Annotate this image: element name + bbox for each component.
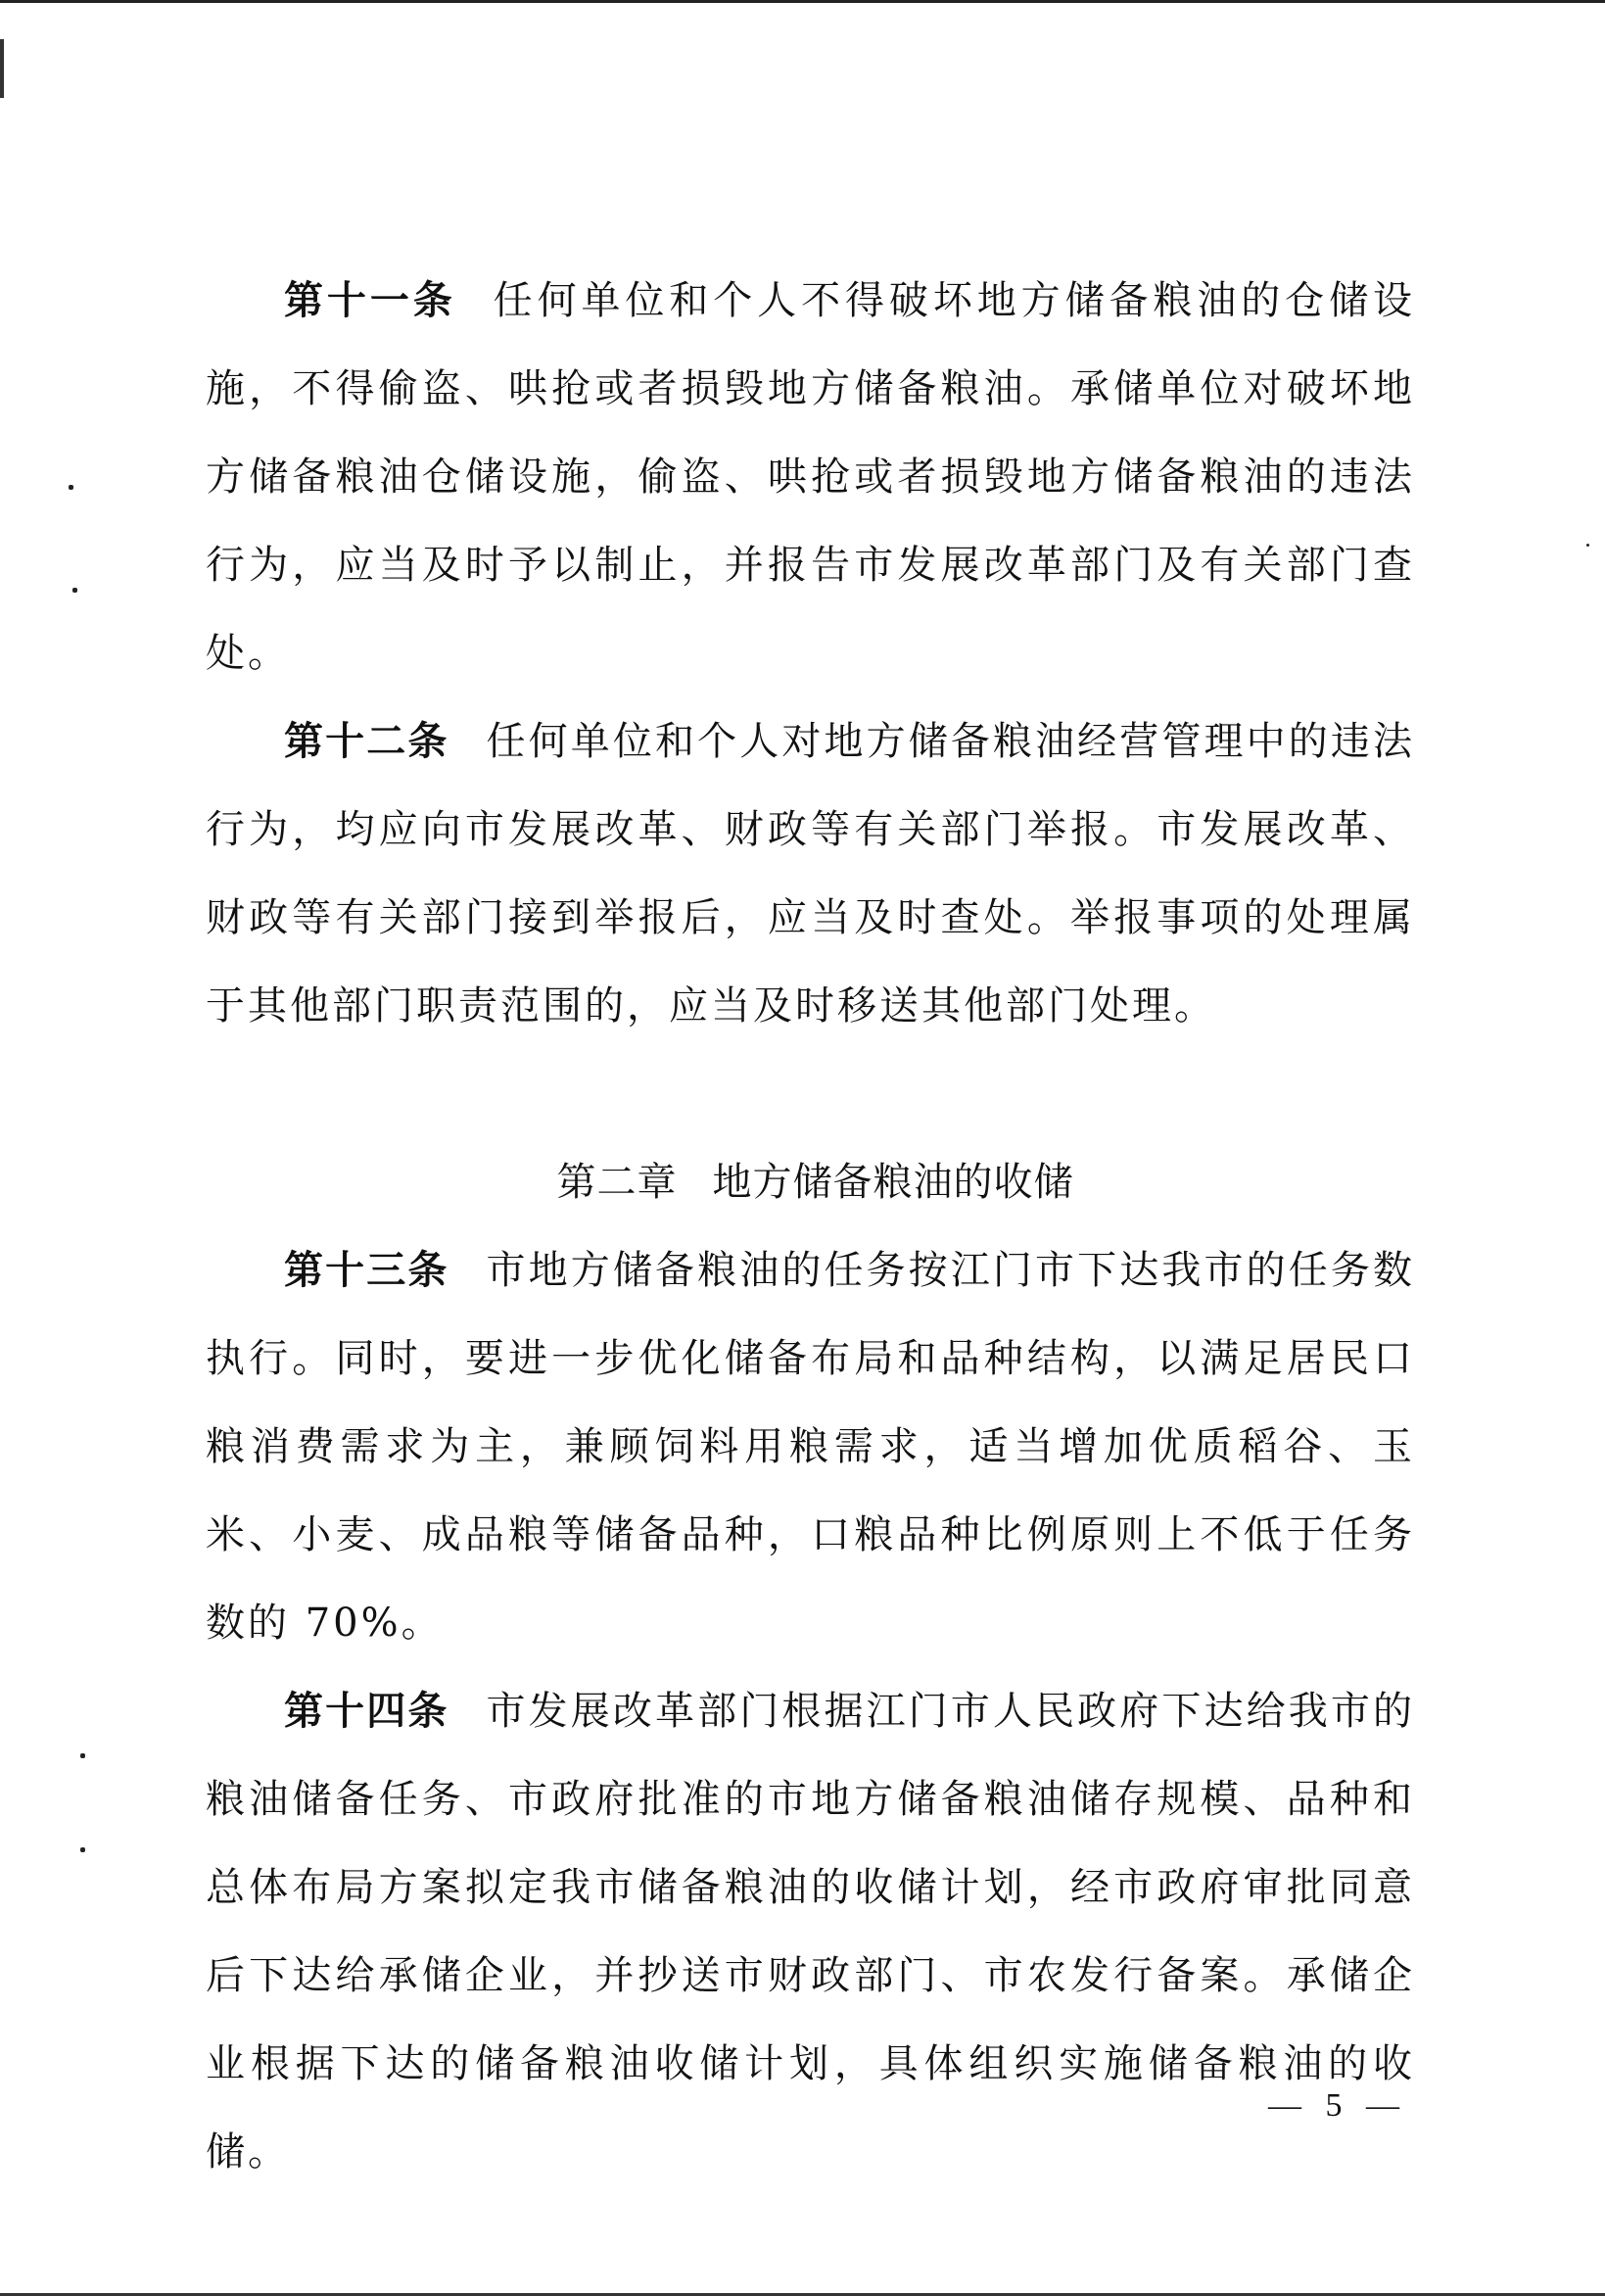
scan-dot (1586, 544, 1589, 547)
article-12-label: 第十二条 (284, 719, 449, 764)
document-body (206, 257, 1415, 2196)
article-13-label: 第十三条 (284, 1248, 449, 1293)
chapter-number: 第二章 (556, 1160, 678, 1205)
chapter-title: 地方储备粮油的收储 (712, 1160, 1074, 1205)
article-11-label: 第十一条 (284, 278, 456, 323)
article-13-text: 市地方储备粮油的任务按江门市下达我市的任务数执行。同时，要进一步优化储备布局和品种结构，以满足居民口粮消费需求为主，兼顾饲料用粮需求，适当增加优质稻谷、玉米、小麦、成品粮等储备品种，口粮品种比例原则上不低于任务数的 70%。 (206, 1248, 1416, 1646)
scan-dot (80, 1847, 85, 1852)
page-number: — 5 — (1268, 2087, 1407, 2124)
chapter-heading (206, 1138, 1415, 1226)
article-12 (206, 697, 1415, 1050)
article-14-text: 市发展改革部门根据江门市人民政府下达给我市的粮油储备任务、市政府批准的市地方储备粮油储存规模、品种和总体布局方案拟定我市储备粮油的收储计划，经市政府审批同意后下达给承储企业，并抄送市财政部门、市农发行备案。承储企业根据下达的储备粮油收储计划，具体组织实施储备粮油的收储。 (206, 1689, 1416, 2175)
scan-dot (69, 485, 73, 490)
scan-left-mark (0, 39, 4, 98)
article-14-label: 第十四条 (284, 1689, 449, 1734)
scan-dot (72, 588, 77, 593)
article-13 (206, 1226, 1415, 1667)
scan-dot (80, 1753, 85, 1758)
scan-top-edge (0, 0, 1605, 3)
article-12-text: 任何单位和个人对地方储备粮油经营管理中的违法行为，均应向市发展改革、财政等有关部门举报。市发展改革、财政等有关部门接到举报后，应当及时查处。举报事项的处理属于其他部门职责范围的，应当及时移送其他部门处理。 (206, 719, 1416, 1028)
article-11-text: 任何单位和个人不得破坏地方储备粮油的仓储设施，不得偷盗、哄抢或者损毁地方储备粮油。承储单位对破坏地方储备粮油仓储设施，偷盗、哄抢或者损毁地方储备粮油的违法行为，应当及时予以制止，并报告市发展改革部门及有关部门查处。 (206, 278, 1416, 676)
article-11 (206, 257, 1415, 697)
article-14 (206, 1667, 1415, 2196)
